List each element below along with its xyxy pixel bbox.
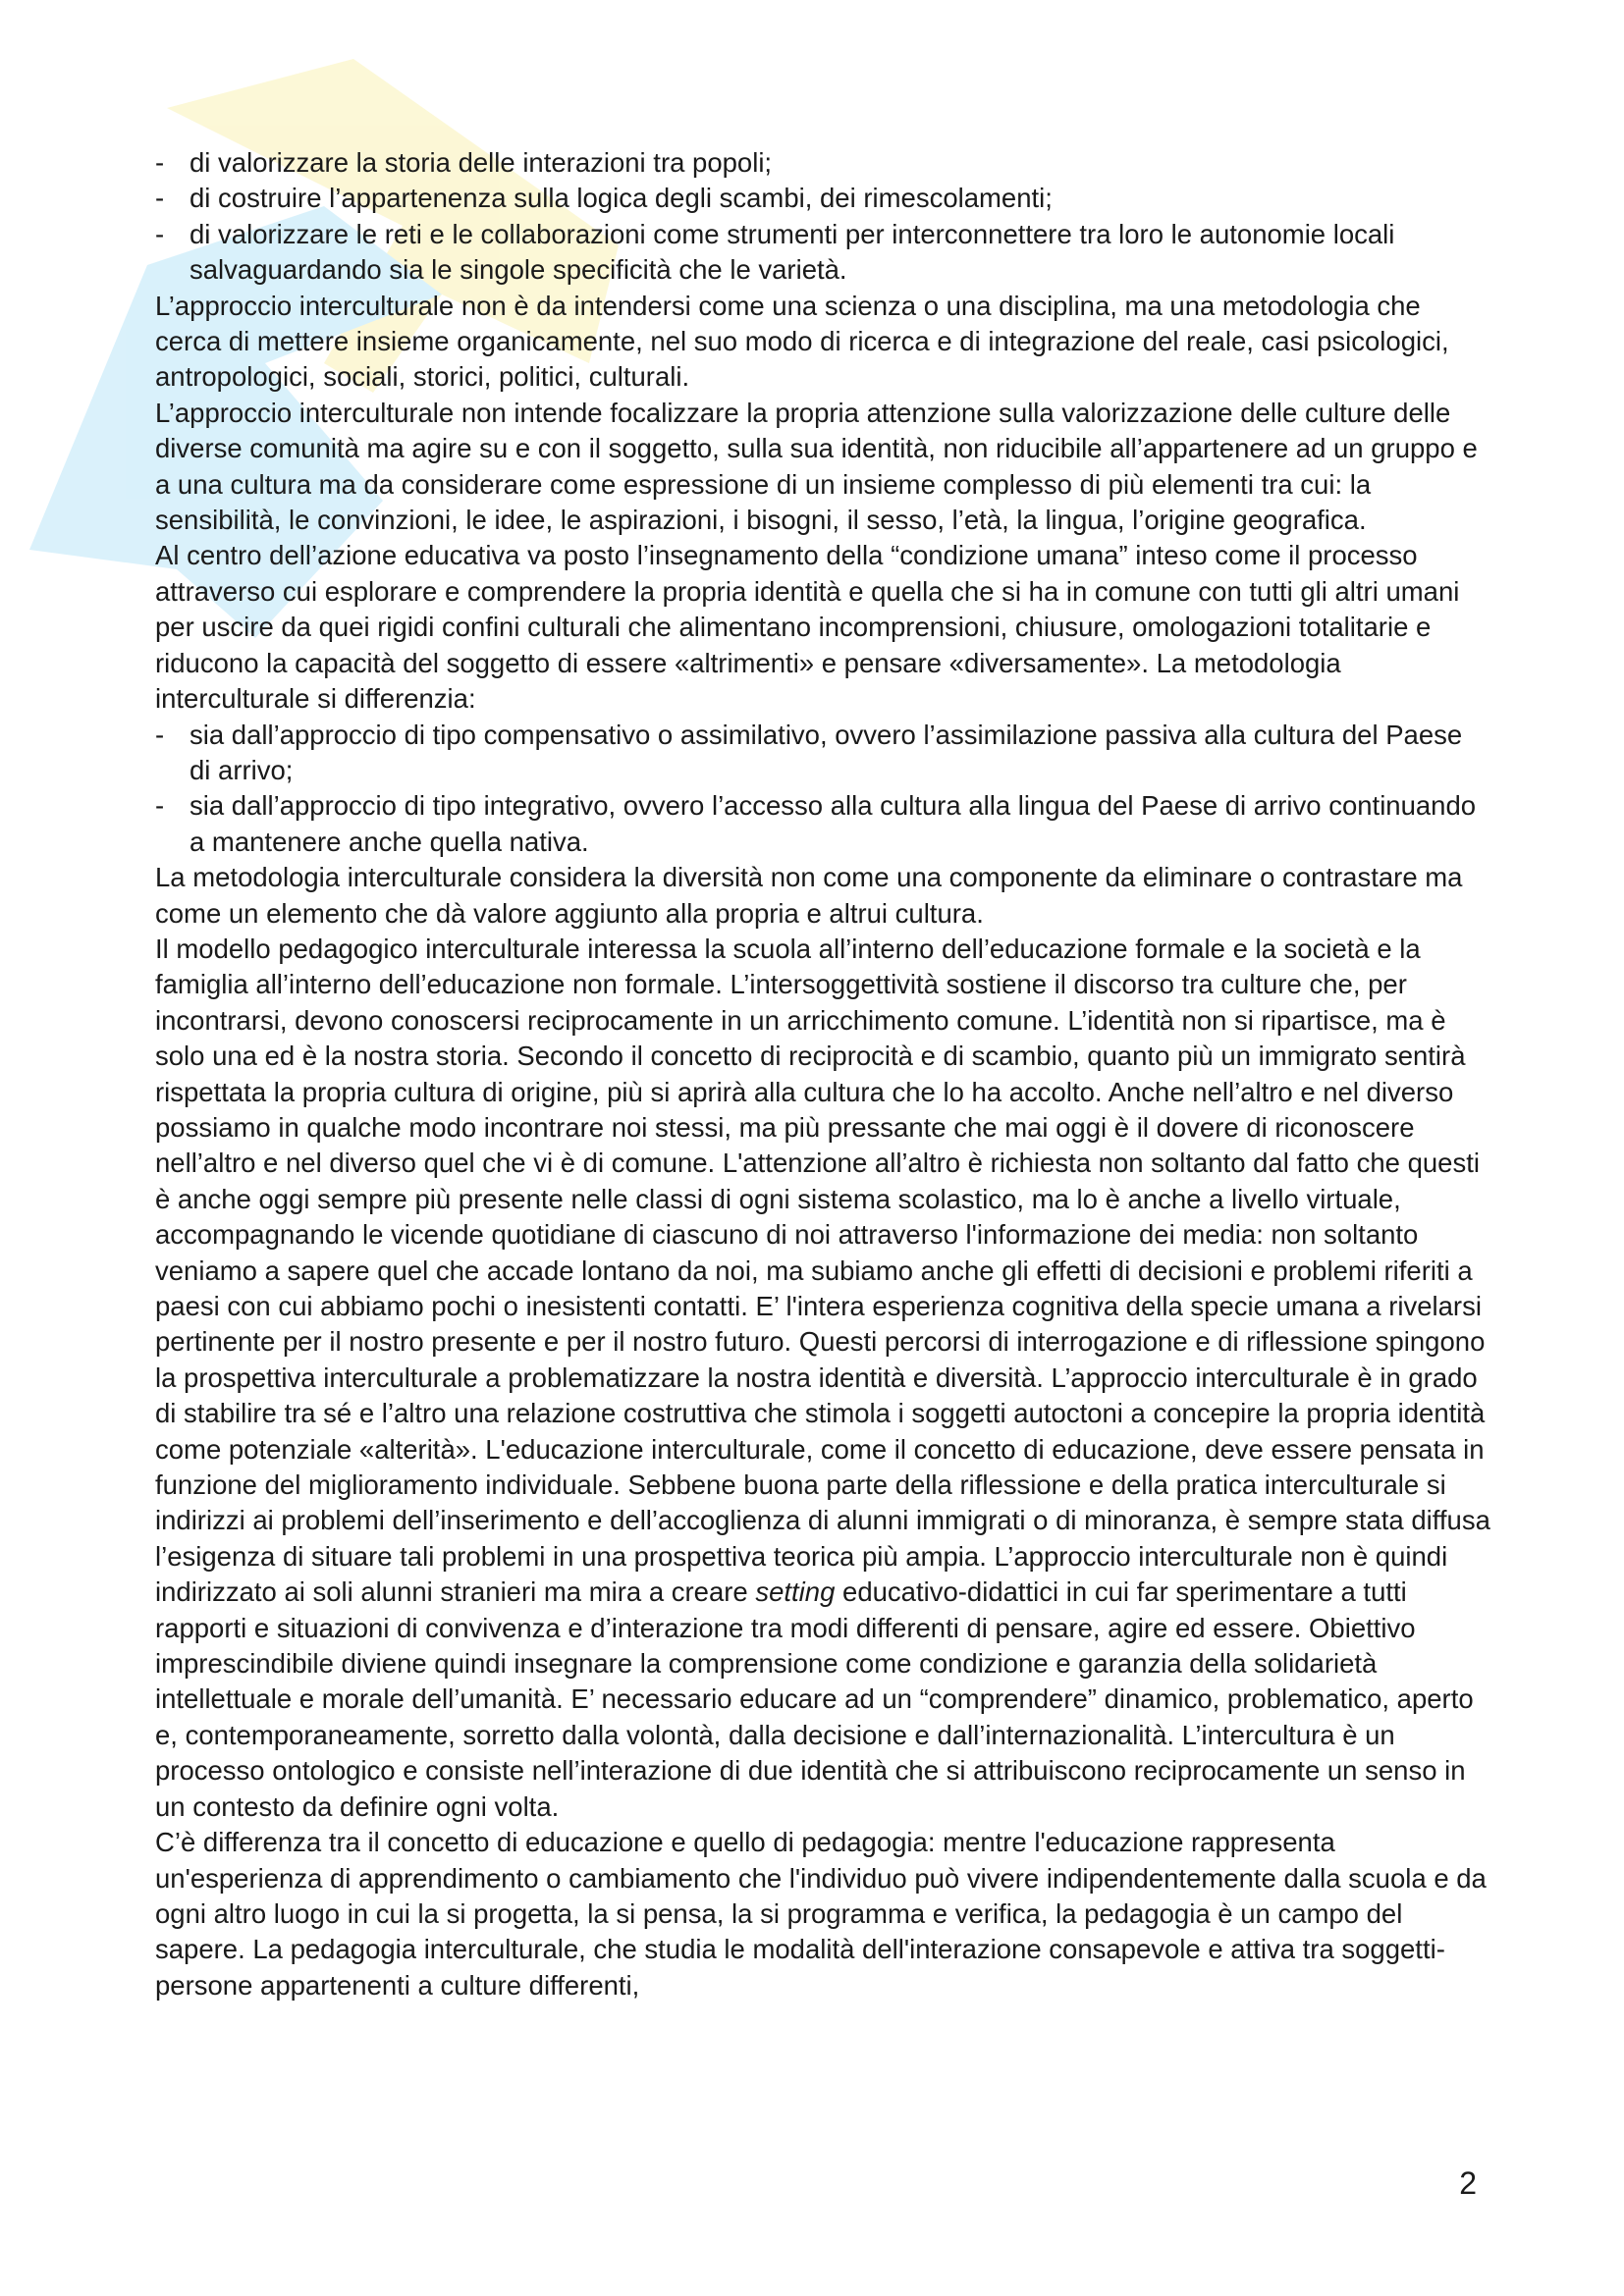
bullet-item: - di valorizzare le reti e le collaborazioni come strumenti per interconnettere tra loro le autonomie locali salvaguardando sia le singole specificità che le varietà. — [155, 217, 1490, 289]
paragraph: Al centro dell’azione educativa va posto l’insegnamento della “condizione umana” inteso come il processo attraverso cui esplorare e comprendere la propria identità e quella che si ha in comune con tutti gli altri umani per uscire da quei rigidi confini culturali che alimentano incomprensioni, chiusure, omologazioni totalitarie e riducono la capacità del soggetto di essere «altrimenti» e pensare «diversamente». La metodologia interculturale si differenzia: — [155, 540, 1460, 715]
bullet-item: - di valorizzare la storia delle interazioni tra popoli; — [155, 145, 1490, 181]
bullet-list-goals — [155, 145, 1490, 289]
bullet-list-approaches — [155, 718, 1490, 861]
bullet-item: - di costruire l’appartenenza sulla logica degli scambi, dei rimescolamenti; — [155, 181, 1490, 216]
paragraph — [155, 932, 1490, 1825]
paragraph: La metodologia interculturale considera la diversità non come una componente da eliminare o contrastare ma come un elemento che dà valore aggiunto alla propria e altrui cultura. — [155, 862, 1463, 929]
paragraph-text: educativo-didattici in cui far sperimentare a tutti rapporti e situazioni di convivenza e d’interazione tra modi differenti di pensare, agire ed essere. Obiettivo imprescindibile diviene quindi insegnare la comprensione come condizione e garanzia della solidarietà intellettuale e morale dell’umanità. E’ necessario educare ad un “comprendere” dinamico, problematico, aperto e, contemporaneamente, sorretto dalla volontà, dalla decisione e dall’internazionalità. L’intercultura è un processo ontologico e consiste nell’interazione di due identità che si attribuiscono reciprocamente un senso in un contesto da definire ogni volta. — [155, 1576, 1474, 1822]
paragraph: C’è differenza tra il concetto di educazione e quello di pedagogia: mentre l'educazione rappresenta un'esperienza di apprendimento o cambiamento che l'individuo può vivere indipendentemente dalla scuola e da ogni altro luogo in cui la si progetta, la si pensa, la si programma e verifica, la pedagogia è un campo del sapere. La pedagogia interculturale, che studia le modalità dell'interazione consapevole e attiva tra soggetti-persone appartenenti a culture differenti, — [155, 1827, 1487, 2001]
paragraph: L’approccio interculturale non intende focalizzare la propria attenzione sulla valorizzazione delle culture delle diverse comunità ma agire su e con il soggetto, sulla sua identità, non riducibile all’appartenere ad un gruppo e a una cultura ma da considerare come espressione di un insieme complesso di più elementi tra cui: la sensibilità, le convinzioni, le idee, le aspirazioni, i bisogni, il sesso, l’età, la lingua, l’origine geografica. — [155, 397, 1478, 536]
document-body — [155, 145, 1490, 2003]
bullet-item: - sia dall’approccio di tipo compensativo o assimilativo, ovvero l’assimilazione passiva alla cultura del Paese di arrivo; — [155, 718, 1490, 789]
paragraph-text: Il modello pedagogico interculturale interessa la scuola all’interno dell’educazione formale e la società e la famiglia all’interno dell’educazione non formale. L’intersoggettività sostiene il discorso tra culture che, per incontrarsi, devono conoscersi reciprocamente in un arricchimento comune. L’identità non si ripartisce, ma è solo una ed è la nostra storia. Secondo il concetto di reciprocità e di scambio, quanto più un immigrato sentirà rispettata la propria cultura di origine, più si aprirà alla cultura che lo ha accolto. Anche nell’altro e nel diverso possiamo in qualche modo incontrare noi stessi, ma più pressante che mai oggi è il dovere di riconoscere nell’altro e nel diverso quel che vi è di comune. L'attenzione all’altro è richiesta non soltanto dal fatto che questi è anche oggi sempre più presente nelle classi di ogni sistema scolastico, ma lo è anche a livello virtuale, accompagnando le vicende quotidiane di ciascuno di noi attraverso l'informazione dei media: non soltanto veniamo a sapere quel che accade lontano da noi, ma subiamo anche gli effetti di decisioni e problemi riferiti a paesi con cui abbiamo pochi o inesistenti contatti. E’ l'intera esperienza cognitiva della specie umana a rivelarsi pertinente per il nostro presente e per il nostro futuro. Questi percorsi di interrogazione e di riflessione spingono la prospettiva interculturale a problematizzare la nostra identità e diversità. L’approccio interculturale è in grado di stabilire tra sé e l’altro una relazione costruttiva che stimola i soggetti autoctoni a concepire la propria identità come potenziale «alterità». L'educazione interculturale, come il concetto di educazione, deve essere pensata in funzione del miglioramento individuale. Sebbene buona parte della riflessione e della pratica interculturale si indirizzi ai problemi dell’inserimento e dell’accoglienza di alunni immigrati o di minoranza, è sempre stata diffusa l’esigenza di situare tali problemi in una prospettiva teorica più ampia. L’approccio interculturale non è quindi indirizzato ai soli alunni stranieri ma mira a creare — [155, 933, 1490, 1608]
paragraph: L’approccio interculturale non è da intendersi come una scienza o una disciplina, ma una metodologia che cerca di mettere insieme organicamente, nel suo modo di ricerca e di integrazione del reale, casi psicologici, antropologici, sociali, storici, politici, culturali. — [155, 290, 1449, 393]
italic-term: setting — [755, 1576, 836, 1608]
page-number: 2 — [1459, 2165, 1477, 2201]
bullet-item: - sia dall’approccio di tipo integrativo, ovvero l’accesso alla cultura alla lingua del Paese di arrivo continuando a mantenere anche quella nativa. — [155, 788, 1490, 860]
